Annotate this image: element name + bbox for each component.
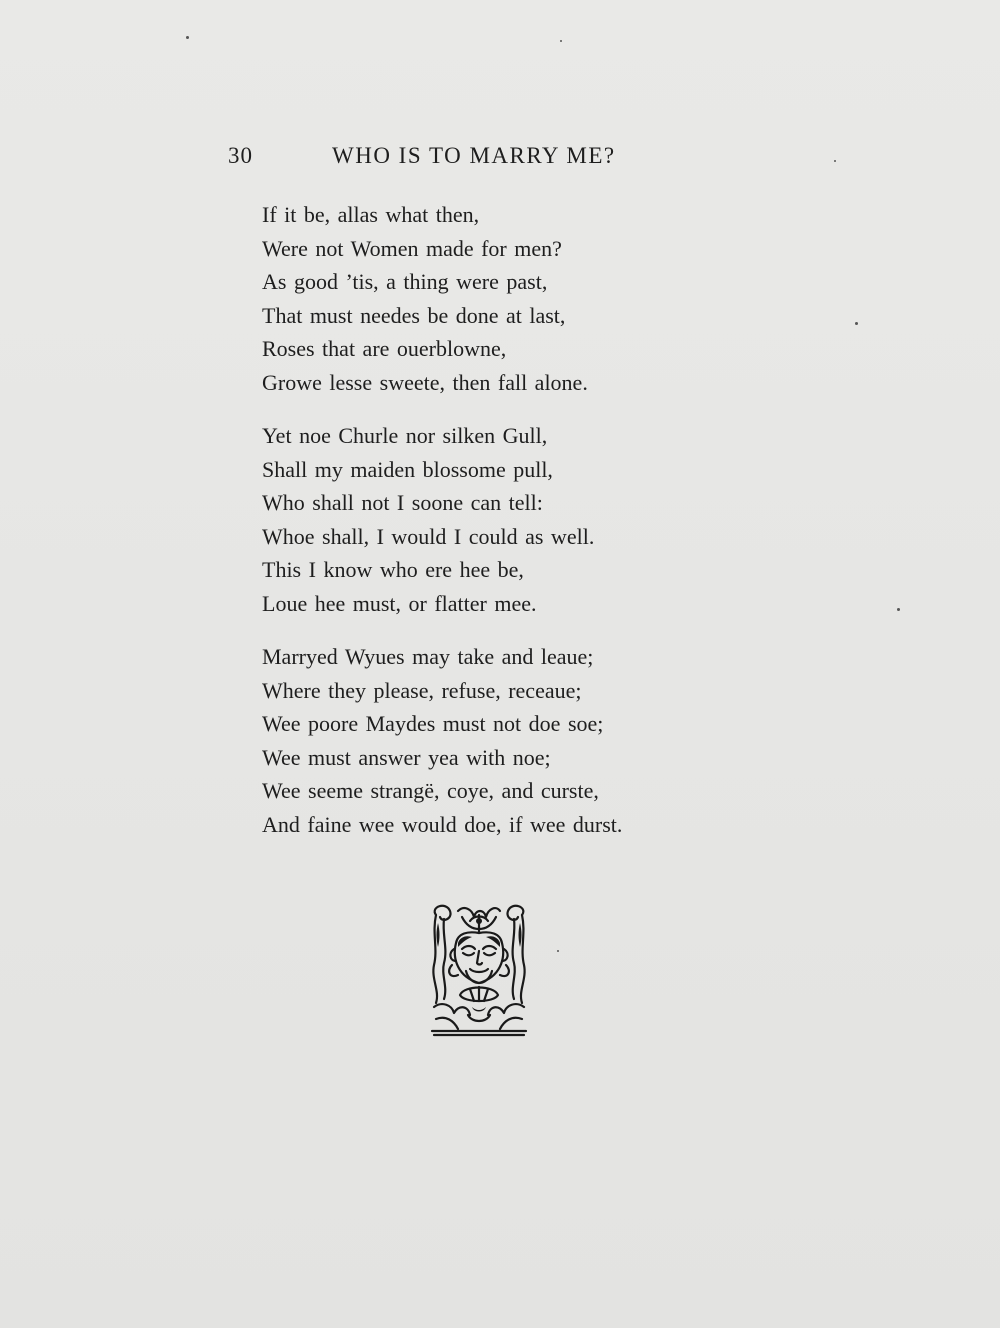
page-header [228, 143, 668, 179]
poem-line: Whoe shall, I would I could as well. [262, 523, 595, 549]
stanza-3 [262, 640, 722, 841]
paper-speck [834, 160, 836, 162]
poem-line: This I know who ere hee be, [262, 557, 524, 582]
paper-speck [855, 322, 858, 325]
poem-line: Roses that are ouerblowne, [262, 336, 507, 361]
paper-speck [186, 36, 189, 39]
poem-line: Wee seeme strangë, coye, and curste, [262, 778, 599, 803]
poem-line: And faine wee would doe, if wee durst. [262, 811, 623, 837]
paper-speck [557, 950, 559, 952]
poem-line: Loue hee must, or flatter mee. [262, 590, 537, 616]
poem-line: If it be, allas what then, [262, 202, 480, 227]
poem-line: Who shall not I soone can tell: [262, 490, 543, 515]
poem-line: That must needes be done at last, [262, 302, 566, 328]
grotesque-mask-ornament-icon [428, 903, 530, 1037]
stanza-2 [262, 419, 722, 620]
poem-line: Growe lesse sweete, then fall alone. [262, 369, 588, 395]
running-title: WHO IS TO MARRY ME? [332, 143, 616, 168]
poem-line: Wee poore Maydes must not doe soe; [262, 711, 604, 736]
poem-line: As good ’tis, a thing were past, [262, 269, 548, 294]
poem-line: Yet noe Churle nor silken Gull, [262, 423, 548, 448]
poem-line: Shall my maiden blossome pull, [262, 456, 553, 482]
poem-line: Where they please, refuse, receaue; [262, 677, 582, 703]
poem-line: Wee must answer yea with noe; [262, 744, 551, 770]
poem [262, 198, 722, 861]
poem-line: Were not Women made for men? [262, 235, 562, 261]
paper-speck [897, 608, 900, 611]
poem-line: Marryed Wyues may take and leaue; [262, 644, 594, 669]
paper-speck [560, 40, 562, 42]
stanza-1 [262, 198, 722, 399]
page-number: 30 [228, 143, 253, 168]
